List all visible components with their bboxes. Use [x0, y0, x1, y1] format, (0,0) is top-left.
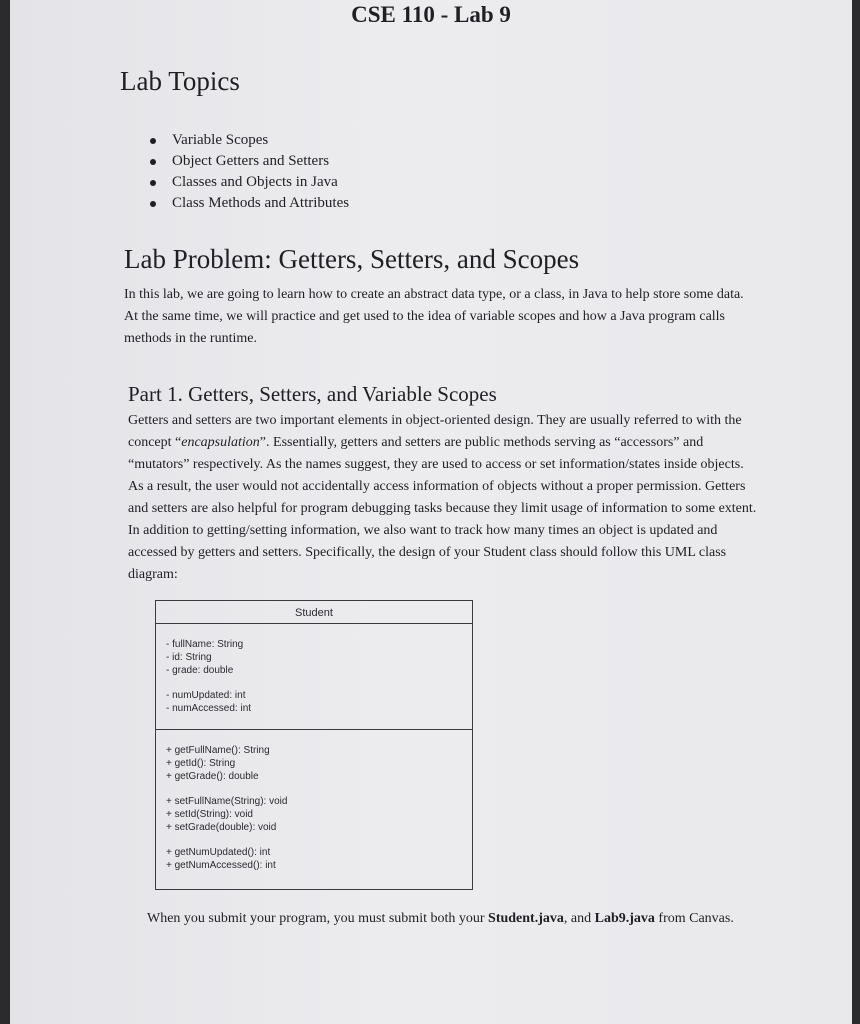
uml-class-diagram — [155, 600, 473, 890]
lab-problem-intro: In this lab, we are going to learn how to create an abstract data type, or a class, in Java to help store some data. At the same time, we will practice and get used to the idea of variable scopes and how a Java program calls methods in the runtime. — [124, 287, 744, 346]
uml-attribute: - fullName: String — [166, 639, 244, 650]
list-item: Variable Scopes — [150, 130, 349, 151]
uml-method: + setId(String): void — [166, 809, 253, 820]
submission-text-2: , and — [563, 911, 595, 926]
submission-file-2: Lab9.java — [594, 911, 655, 926]
uml-method: + getNumAccessed(): int — [166, 860, 276, 871]
part1-emphasis: encapsulation — [181, 435, 260, 450]
list-item: Class Methods and Attributes — [150, 193, 349, 214]
uml-method: + setFullName(String): void — [166, 796, 288, 807]
lab-topics-list — [150, 130, 349, 214]
document-page — [10, 0, 852, 1024]
uml-method: + setGrade(double): void — [166, 822, 277, 833]
uml-attribute: - grade: double — [166, 665, 234, 676]
uml-method: + getNumUpdated(): int — [166, 847, 271, 858]
submission-text-1: When you submit your program, you must submit both your — [147, 911, 489, 926]
part1-paragraph — [128, 410, 758, 586]
document-title: CSE 110 - Lab 9 — [351, 2, 511, 27]
uml-method: + getId(): String — [166, 758, 236, 769]
list-item: Classes and Objects in Java — [150, 172, 349, 193]
uml-method: + getFullName(): String — [166, 745, 270, 756]
submission-note — [147, 908, 737, 930]
part1-heading: Part 1. Getters, Setters, and Variable Scopes — [128, 382, 497, 406]
submission-text-3: from Canvas. — [654, 911, 734, 926]
lab-problem-heading: Lab Problem: Getters, Setters, and Scopes — [124, 244, 580, 274]
uml-class-name: Student — [156, 601, 472, 624]
part1-text-2: ”. Essentially, getters and setters are public methods serving as “accessors” and “mutators” respectively. As the names suggest, they are used to access or set information/states inside objects. As a result, the user would not accidentally access information of objects without a proper permission. Getters and setters are also helpful for program debugging tasks because they limit usage of information to some extent. In addition to getting/setting information, we also want to track how many times an object is updated and accessed by getters and setters. Specifically, the design of your Student class should follow this UML class diagram: — [128, 435, 757, 582]
part1-text-1: Getters and setters are two important elements in object-oriented design. They are usually referred to with the concept “ — [128, 413, 742, 450]
uml-attribute: - numAccessed: int — [166, 703, 252, 714]
uml-attribute: - numUpdated: int — [166, 690, 246, 701]
submission-file-1: Student.java — [488, 911, 564, 926]
lab-topics-heading: Lab Topics — [120, 66, 240, 96]
uml-method: + getGrade(): double — [166, 771, 259, 782]
uml-attributes — [156, 624, 472, 730]
uml-attribute: - id: String — [166, 652, 212, 663]
uml-methods — [156, 730, 472, 872]
list-item: Object Getters and Setters — [150, 151, 349, 172]
